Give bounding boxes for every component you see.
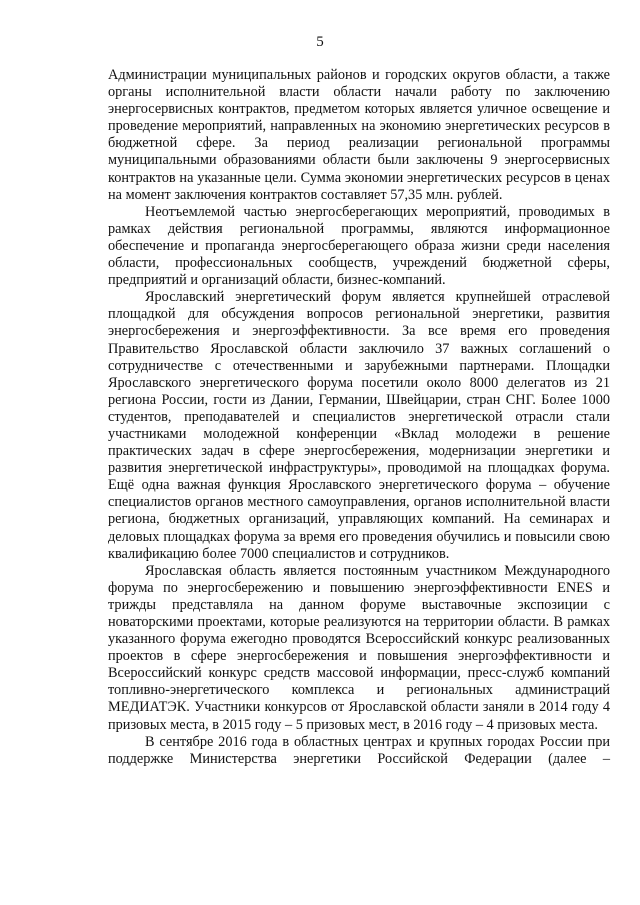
page-body [108, 67, 610, 768]
paragraph-2: Неотъемлемой частью энергосберегающих мероприятий, проводимых в рамках действия региональной программы, являются информационное обеспечение и пропаганда энергосберегающего образа жизни среди населения области, профессиональных сообществ, учреждений бюджетной сферы, предприятий и организаций области, бизнес-компаний. [108, 203, 610, 289]
paragraph-1: Администрации муниципальных районов и городских округов области, а также органы исполнительной власти области начали работу по заключению энергосервисных контрактов, предметом которых является уличное освещение и проведение мероприятий, направленных на экономию энергетических ресурсов в бюджетной сфере. За период реализации региональной программы муниципальными образованиями области были заключены 9 энергосервисных контрактов на указанные цели. Сумма экономии энергетических ресурсов в ценах на момент заключения контрактов составляет 57,35 млн. рублей. [108, 67, 610, 203]
page-number: 5 [316, 34, 324, 50]
paragraph-3: Ярославский энергетический форум является крупнейшей отраслевой площадкой для обсуждения вопросов региональной энергетики, развития энергосбережения и энергоэффективности. За все время его проведения Правительство Ярославской области заключило 37 важных соглашений о сотрудничестве с отечественными и зарубежными партнерами. Площадки Ярославского энергетического форума посетили около 8000 делегатов из 21 региона России, гости из Дании, Германии, Швейцарии, стран СНГ. Более 1000 студентов, преподавателей и специалистов энергетической отрасли стали участниками молодежной конференции «Вклад молодежи в решение практических задач в сфере энергосбережения, модернизации энергетики и развития энергетической инфраструктуры», проводимой на площадках форума. Ещё одна важная функция Ярославского энергетического форума – обучение специалистов органов местного самоуправления, органов исполнительной власти региона, бюджетных организаций, управляющих компаний. На семинарах и деловых площадках форума за время его проведения обучились и повысили свою квалификацию более 7000 специалистов и сотрудников. [108, 289, 610, 562]
paragraph-4: Ярославская область является постоянным участником Международного форума по энергосбережению и повышению энергоэффективности ENES и трижды представляла на данном форуме выставочные экспозиции с новаторскими проектами, которые реализуются на территории области. В рамках указанного форума ежегодно проводятся Всероссийский конкурс реализованных проектов в сфере энергосбережения и повышения энергоэффективности и Всероссийский конкурс средств массовой информации, пресс-служб компаний топливно-энергетического комплекса и региональных администраций МЕДИАТЭК. Участники конкурсов от Ярославской области заняли в 2014 году 4 призовых места, в 2015 году – 5 призовых мест, в 2016 году – 4 призовых места. [108, 562, 610, 733]
paragraph-5: В сентябре 2016 года в областных центрах и крупных городах России при поддержке Министерства энергетики Российской Федерации (далее – [108, 733, 610, 767]
